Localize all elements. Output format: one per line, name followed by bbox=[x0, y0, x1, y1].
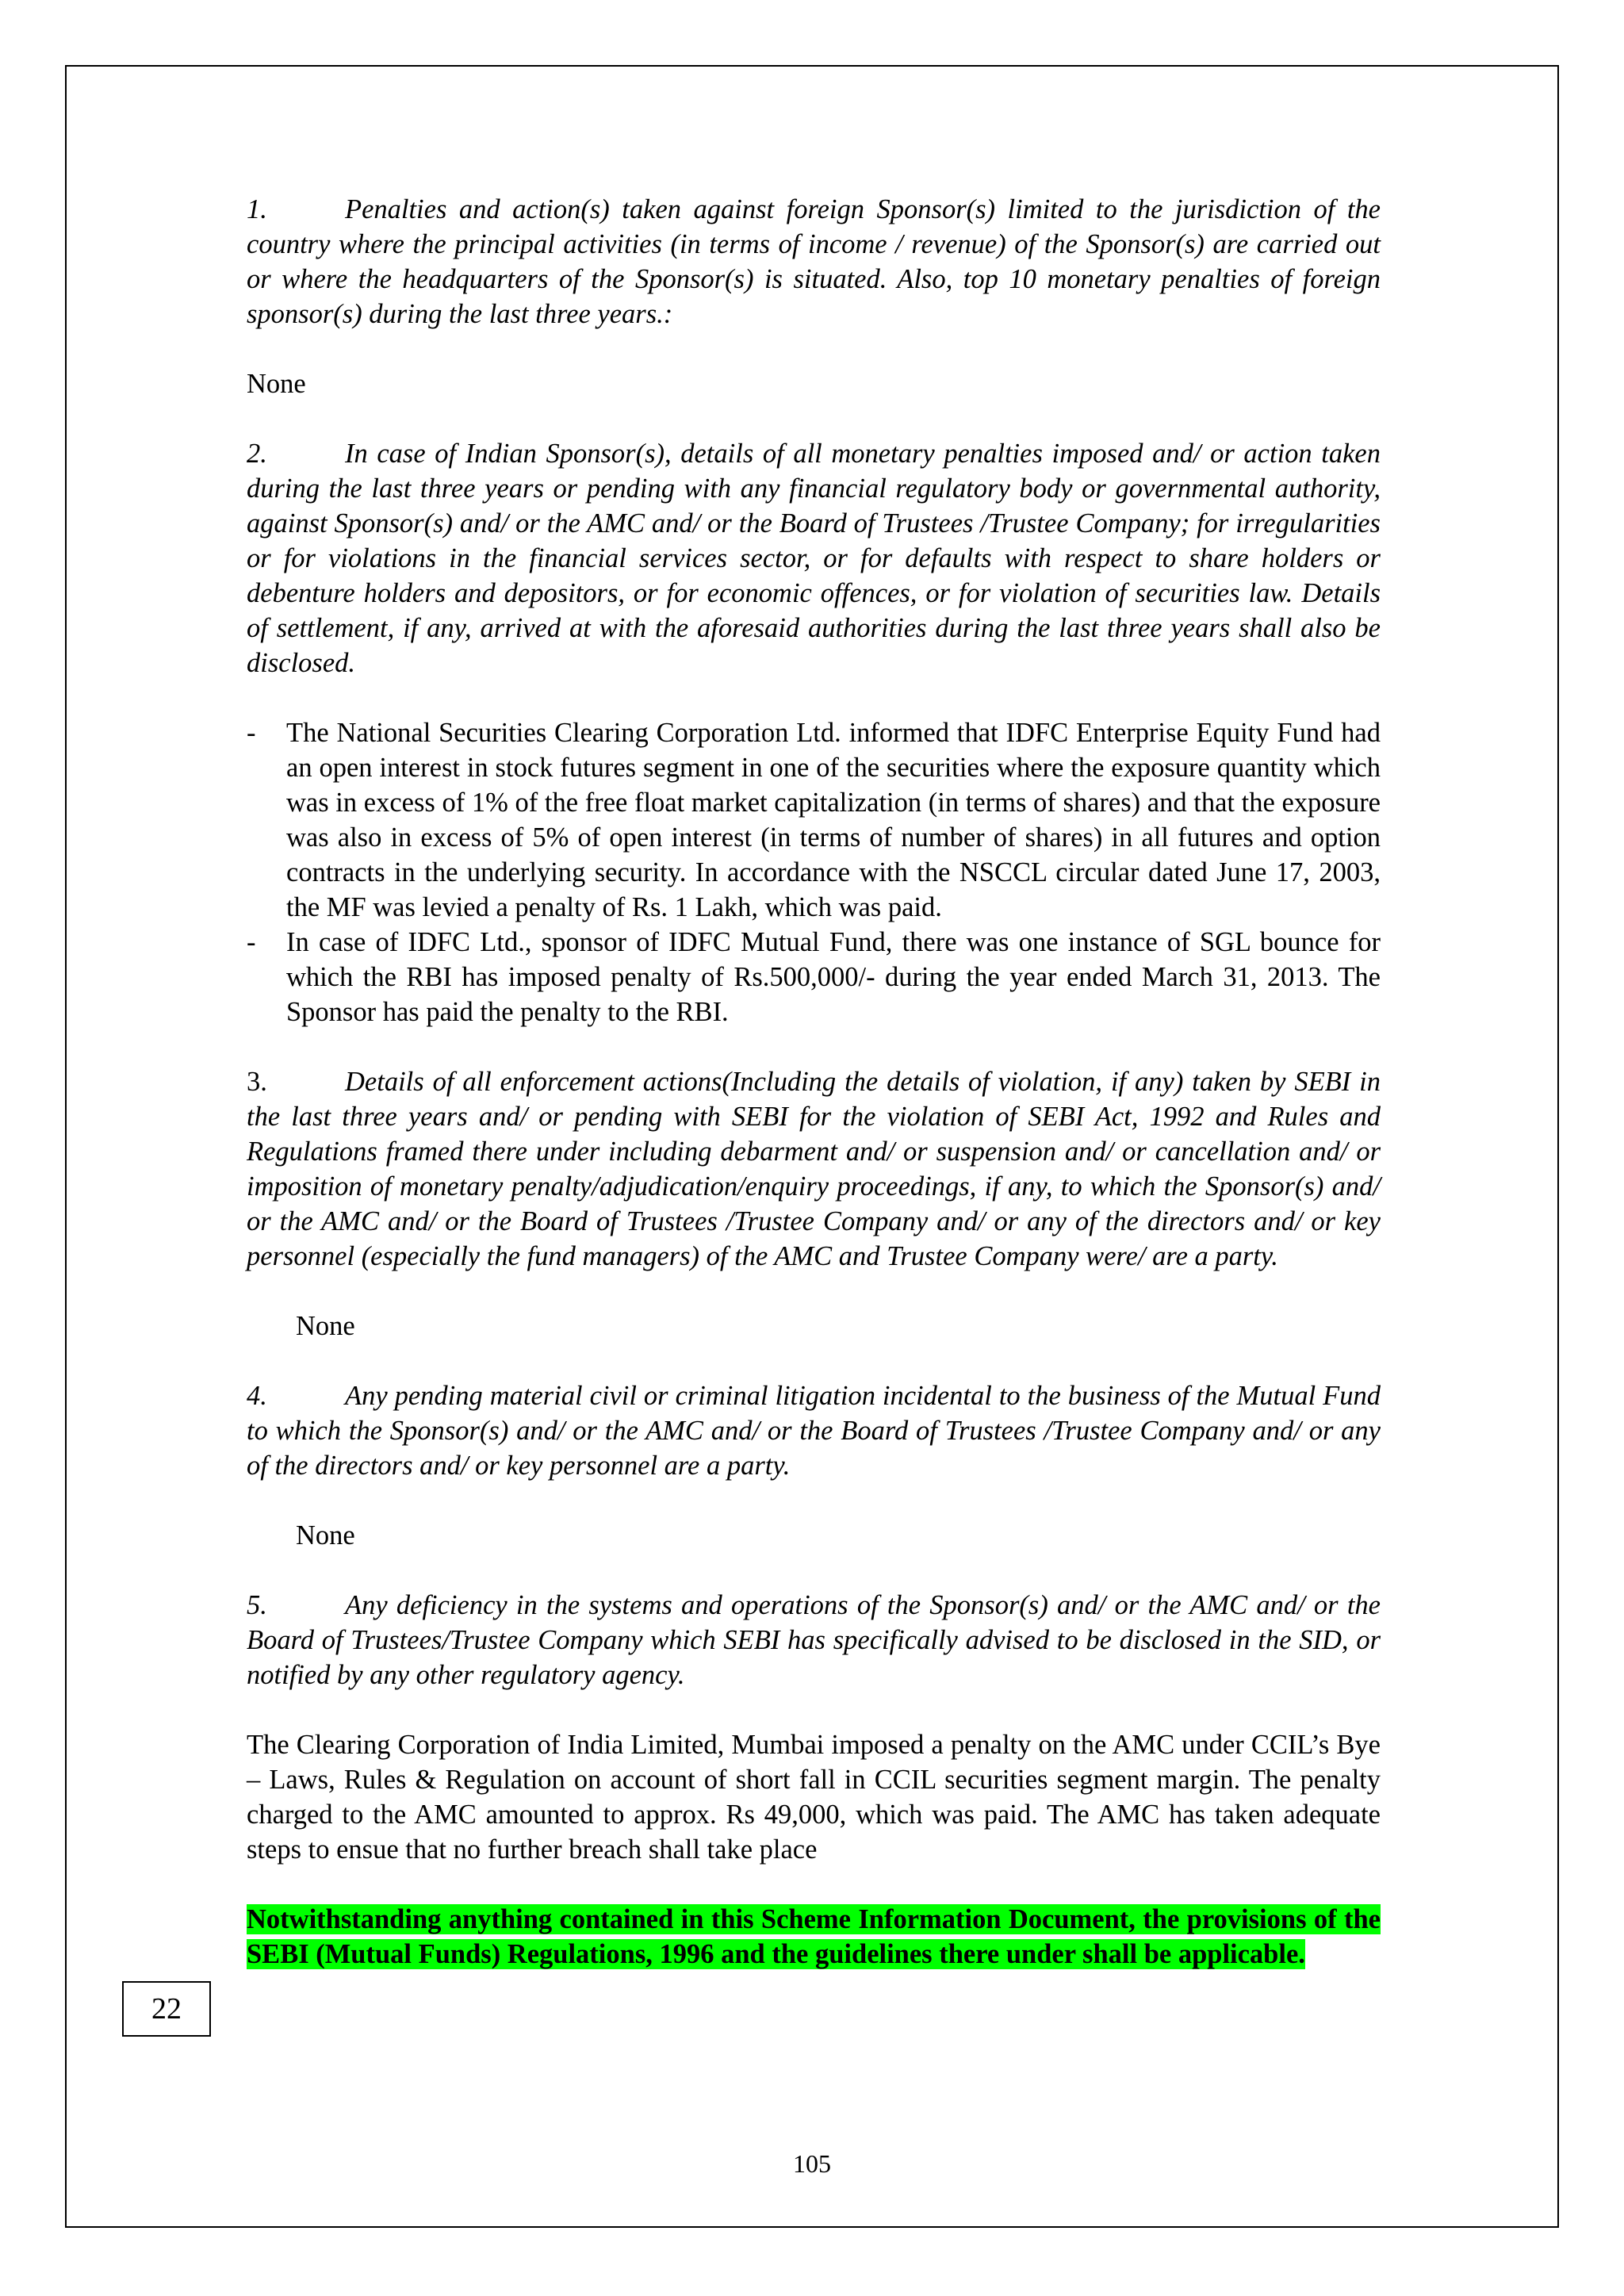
section-number: 2. bbox=[247, 439, 267, 469]
list-item bbox=[247, 715, 1381, 925]
section-number: 4. bbox=[247, 1381, 267, 1411]
bullet-dash: - bbox=[247, 718, 256, 748]
list-item-text: In case of IDFC Ltd., sponsor of IDFC Mutual Fund, there was one instance of SGL bounce for which the RBI has imposed penalty of Rs.500,000/- during the year ended March 31, 2013. The Sponsor has paid the penalty to the RBI. bbox=[286, 927, 1381, 1027]
section-1-answer: None bbox=[247, 369, 306, 399]
list-item bbox=[247, 925, 1381, 1029]
section-text: Penalties and action(s) taken against foreign Sponsor(s) limited to the jurisdiction of the country where the principal activities (in terms of income / revenue) of the Sponsor(s) are carried out or where the headquarters of the Sponsor(s) is situated. Also, top 10 monetary penalties of foreign sponsor(s) during the last three years.: bbox=[247, 194, 1381, 329]
bullet-dash: - bbox=[247, 927, 256, 957]
section-1-heading bbox=[247, 192, 1381, 332]
notice-text: Notwithstanding anything contained in this Scheme Information Document, the provisions of the SEBI (Mutual Funds) Regulations, 1996 and the guidelines there under shall be applicable. bbox=[247, 1904, 1381, 1969]
section-text: Details of all enforcement actions(Including the details of violation, if any) taken by SEBI in the last three years and/ or pending with SEBI for the violation of SEBI Act, 1992 and Rules and Regulations framed there under including debarment and/ or suspension and/ or cancellation and/ or imposition of monetary penalty/adjudication/enquiry proceedings, if any, to which the Sponsor(s) and/ or the AMC and/ or the Board of Trustees /Trustee Company and/ or any of the directors and/ or key personnel (especially the fund managers) of the AMC and Trustee Company were/ are a party. bbox=[247, 1067, 1381, 1271]
page-box-label: 22 bbox=[122, 1981, 211, 2037]
section-2-heading bbox=[247, 436, 1381, 680]
section-4-heading bbox=[247, 1378, 1381, 1483]
list-item-text: The National Securities Clearing Corporation Ltd. informed that IDFC Enterprise Equity Fund had an open interest in stock futures segment in one of the securities where the exposure quantity which was in excess of 1% of the free float market capitalization (in terms of shares) and that the exposure was also in excess of 5% of open interest (in terms of number of shares) in all futures and option contracts in the underlying security. In accordance with the NSCCL circular dated June 17, 2003, the MF was levied a penalty of Rs. 1 Lakh, which was paid. bbox=[286, 718, 1381, 922]
section-2-bullet-list bbox=[247, 715, 1381, 1029]
section-4-answer: None bbox=[296, 1520, 355, 1550]
section-3-answer: None bbox=[296, 1311, 355, 1341]
highlighted-notice bbox=[247, 1902, 1381, 1972]
section-5-answer: The Clearing Corporation of India Limited, Mumbai imposed a penalty on the AMC under CCIL’s Bye – Laws, Rules & Regulation on account of short fall in CCIL securities segment margin. The penalty charged to the AMC amounted to approx. Rs 49,000, which was paid. The AMC has taken adequate steps to ensue that no further breach shall take place bbox=[247, 1730, 1381, 1865]
document-body bbox=[247, 192, 1381, 1972]
section-number: 3. bbox=[247, 1067, 267, 1097]
page-number: 105 bbox=[793, 2149, 831, 2178]
section-text: Any pending material civil or criminal litigation incidental to the business of the Mutual Fund to which the Sponsor(s) and/ or the AMC and/ or the Board of Trustees /Trustee Company and/ or any of the directors and/ or key personnel are a party. bbox=[247, 1381, 1381, 1481]
section-number: 1. bbox=[247, 194, 267, 224]
section-5-heading bbox=[247, 1588, 1381, 1692]
section-text: Any deficiency in the systems and operations of the Sponsor(s) and/ or the AMC and/ or the Board of Trustees/Trustee Company which SEBI has specifically advised to be disclosed in the SID, or notified by any other regulatory agency. bbox=[247, 1590, 1381, 1690]
section-number: 5. bbox=[247, 1590, 267, 1620]
section-text: In case of Indian Sponsor(s), details of all monetary penalties imposed and/ or action taken during the last three years or pending with any financial regulatory body or governmental authority, against Sponsor(s) and/ or the AMC and/ or the Board of Trustees /Trustee Company; for irregularities or for violations in the financial services sector, or for defaults with respect to share holders or debenture holders and depositors, or for economic offences, or for violation of securities law. Details of settlement, if any, arrived at with the aforesaid authorities during the last three years shall also be disclosed. bbox=[247, 439, 1381, 678]
section-3-heading bbox=[247, 1064, 1381, 1274]
